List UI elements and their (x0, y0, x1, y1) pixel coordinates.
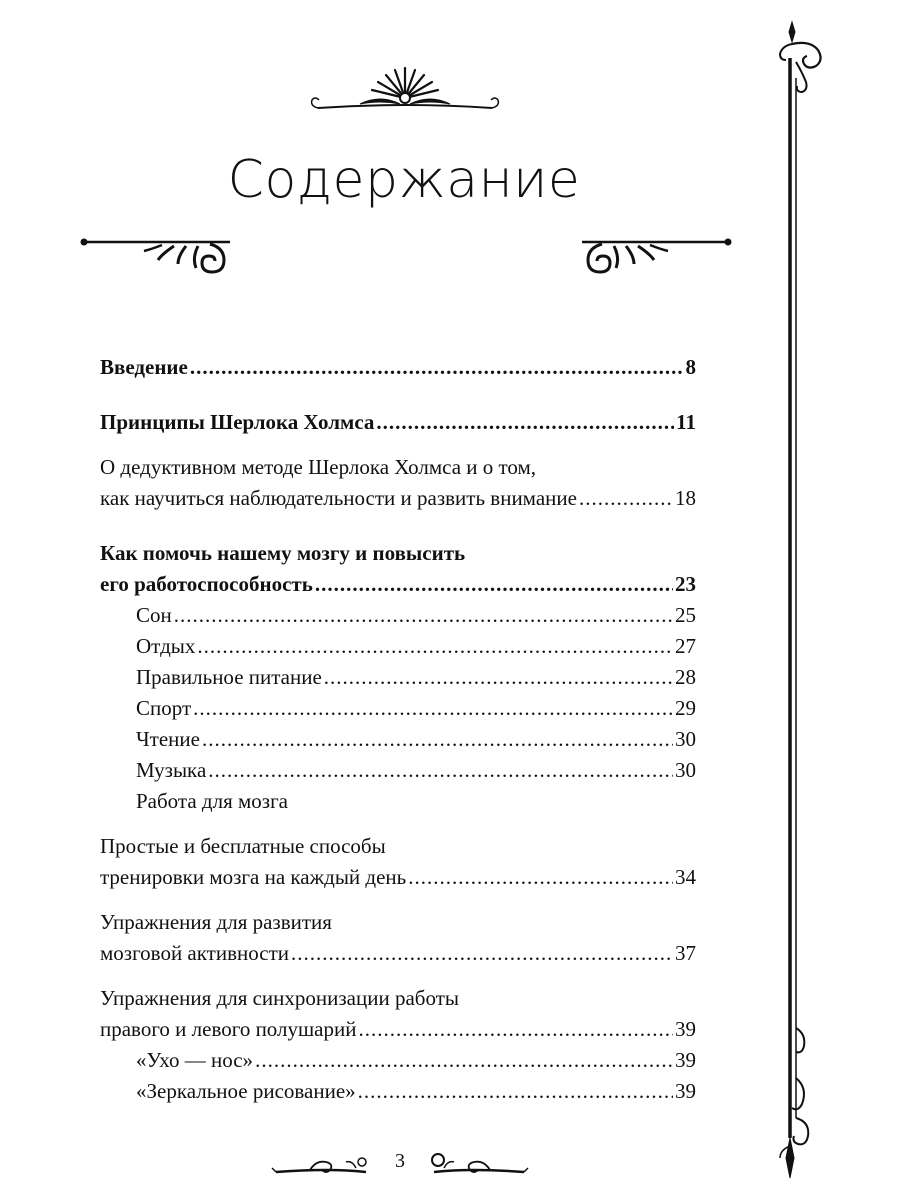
toc-entry-text: его работоспособность (100, 572, 313, 596)
toc-entry-simple-ways[interactable] (100, 831, 696, 893)
page-number: 3 (395, 1150, 405, 1172)
toc-entry-text: Отдых (136, 634, 196, 658)
toc-page-number: 25 (675, 603, 696, 627)
toc-page-number: 30 (675, 727, 696, 751)
toc-entry-text: как научиться наблюдательности и развить внимание (100, 486, 577, 510)
toc-entry-sport[interactable] (100, 693, 696, 724)
toc-page-number: 30 (675, 758, 696, 782)
toc-entry-text: правого и левого полушарий (100, 1017, 357, 1041)
toc-entry-text: «Зеркальное рисование» (136, 1079, 356, 1103)
toc-entry-exercises-activity[interactable] (100, 907, 696, 969)
toc-entry-text: Принципы Шерлока Холмса (100, 410, 375, 434)
toc-entry-brain-work[interactable] (100, 786, 696, 817)
toc-page-number: 8 (685, 355, 696, 379)
table-of-contents (100, 352, 696, 1107)
toc-entry-text: Правильное питание (136, 665, 322, 689)
vertical-border-ornament-icon (772, 18, 832, 1188)
toc-entry-deduction[interactable] (100, 452, 696, 514)
toc-page-number: 29 (675, 696, 696, 720)
toc-entry-text: Работа для мозга (136, 789, 289, 813)
toc-page-number: 37 (675, 941, 696, 965)
page-title: Содержание (227, 150, 581, 210)
toc-page-number: 28 (675, 665, 696, 689)
toc-entry-sleep[interactable] (100, 600, 696, 631)
toc-entry-nutrition[interactable] (100, 662, 696, 693)
toc-entry-reading[interactable] (100, 724, 696, 755)
toc-page-number: 39 (675, 1017, 696, 1041)
toc-entry-text: Как помочь нашему мозгу и повысить (100, 541, 466, 565)
toc-entry-text: Музыка (136, 758, 207, 782)
toc-entry-music[interactable] (100, 755, 696, 786)
toc-entry-text: Простые и бесплатные способы (100, 834, 386, 858)
toc-entry-text: Упражнения для синхронизации работы (100, 986, 459, 1010)
toc-entry-text: Сон (136, 603, 172, 627)
toc-entry-text: тренировки мозга на каждый день (100, 865, 407, 889)
toc-page-number: 18 (675, 486, 696, 510)
toc-entry-principles[interactable] (100, 407, 696, 438)
toc-entry-text: Введение (100, 355, 188, 379)
toc-entry-text: мозговой активности (100, 941, 290, 965)
toc-entry-intro[interactable] (100, 352, 696, 383)
toc-page-number: 11 (676, 410, 696, 434)
right-flourish-icon (572, 232, 732, 276)
toc-page-number: 39 (675, 1079, 696, 1103)
toc-entry-text: «Ухо — нос» (136, 1048, 254, 1072)
toc-entry-text: Спорт (136, 696, 192, 720)
toc-entry-text: Упражнения для развития (100, 910, 332, 934)
toc-entry-text: О дедуктивном методе Шерлока Холмса и о том, (100, 455, 537, 479)
toc-page-number: 34 (675, 865, 696, 889)
toc-entry-rest[interactable] (100, 631, 696, 662)
toc-entry-brain-help[interactable] (100, 538, 696, 600)
toc-page-number: 27 (675, 634, 696, 658)
left-flourish-icon (80, 232, 240, 276)
toc-entry-exercises-sync[interactable] (100, 983, 696, 1045)
toc-entry-text: Чтение (136, 727, 200, 751)
top-ornament-icon (300, 58, 510, 118)
toc-entry-mirror-drawing[interactable] (100, 1076, 696, 1107)
toc-page-number: 23 (675, 572, 696, 596)
toc-page-number: 39 (675, 1048, 696, 1072)
toc-entry-ear-nose[interactable] (100, 1045, 696, 1076)
